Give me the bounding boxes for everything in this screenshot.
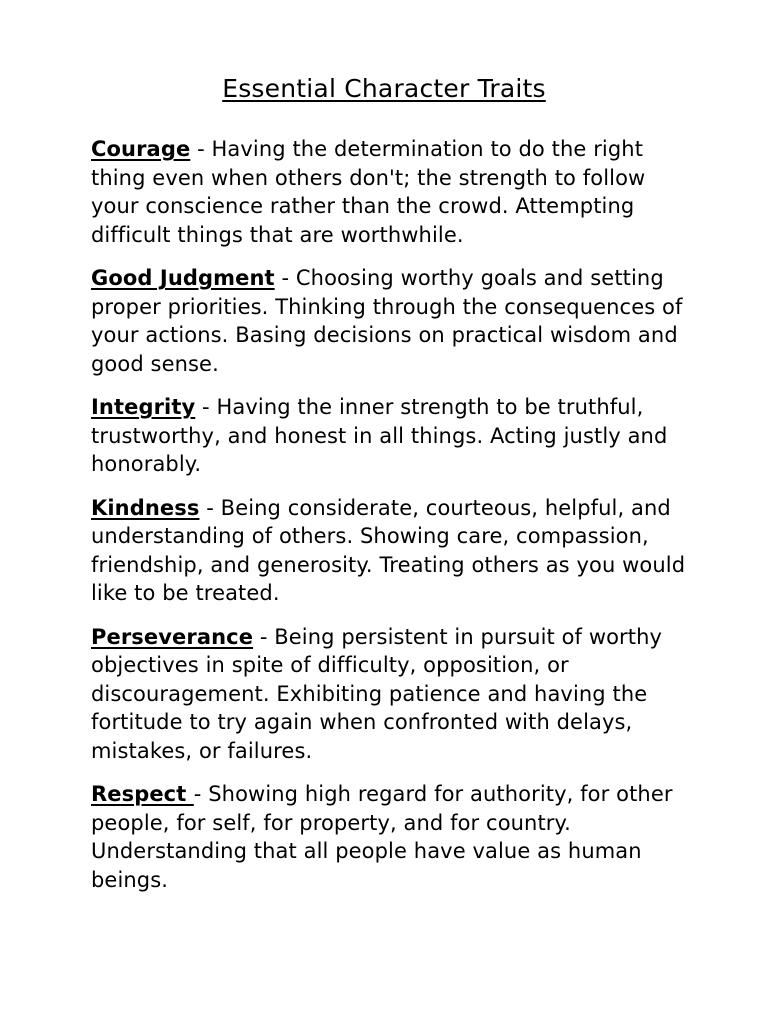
trait-kindness [91, 494, 691, 608]
trait-term: Respect [91, 782, 194, 806]
trait-respect [91, 780, 691, 894]
trait-integrity [91, 393, 691, 479]
page-title [0, 72, 768, 106]
trait-list [91, 135, 691, 909]
trait-perseverance [91, 623, 691, 766]
trait-term: Perseverance [91, 624, 254, 649]
trait-definition: - Having the inner strength to be truthful, trustworthy, and honest in all things. Acting justly and honorably. [91, 395, 668, 476]
trait-courage [91, 135, 691, 249]
trait-definition: - Having the determination to do the right thing even when others don't; the strength to follow your conscience rather than the crowd. Attempting difficult things that are worthwhile. [91, 137, 646, 247]
trait-definition: - Showing high regard for authority, for other people, for self, for property, and for country. Understanding that all people have value as human beings. [91, 782, 673, 892]
trait-term: Good Judgment [91, 266, 275, 290]
trait-term: Courage [91, 137, 191, 161]
trait-term: Integrity [91, 395, 196, 419]
trait-definition: - Choosing worthy goals and setting proper priorities. Thinking through the consequences of your actions. Basing decisions on practical wisdom and good sense. [91, 266, 683, 376]
trait-term: Kindness [91, 495, 200, 520]
trait-definition: - Being persistent in pursuit of worthy objectives in spite of difficulty, opposition, or discouragement. Exhibiting patience and having the fortitude to try again when confronted with delays, mistakes, or failures. [91, 624, 663, 763]
trait-good-judgment [91, 264, 691, 378]
page-title-text: Essential Character Traits [222, 74, 546, 103]
trait-definition: - Being considerate, courteous, helpful, and understanding of others. Showing care, compassion, friendship, and generosity. Treating others as you would like to be treated. [91, 495, 686, 605]
